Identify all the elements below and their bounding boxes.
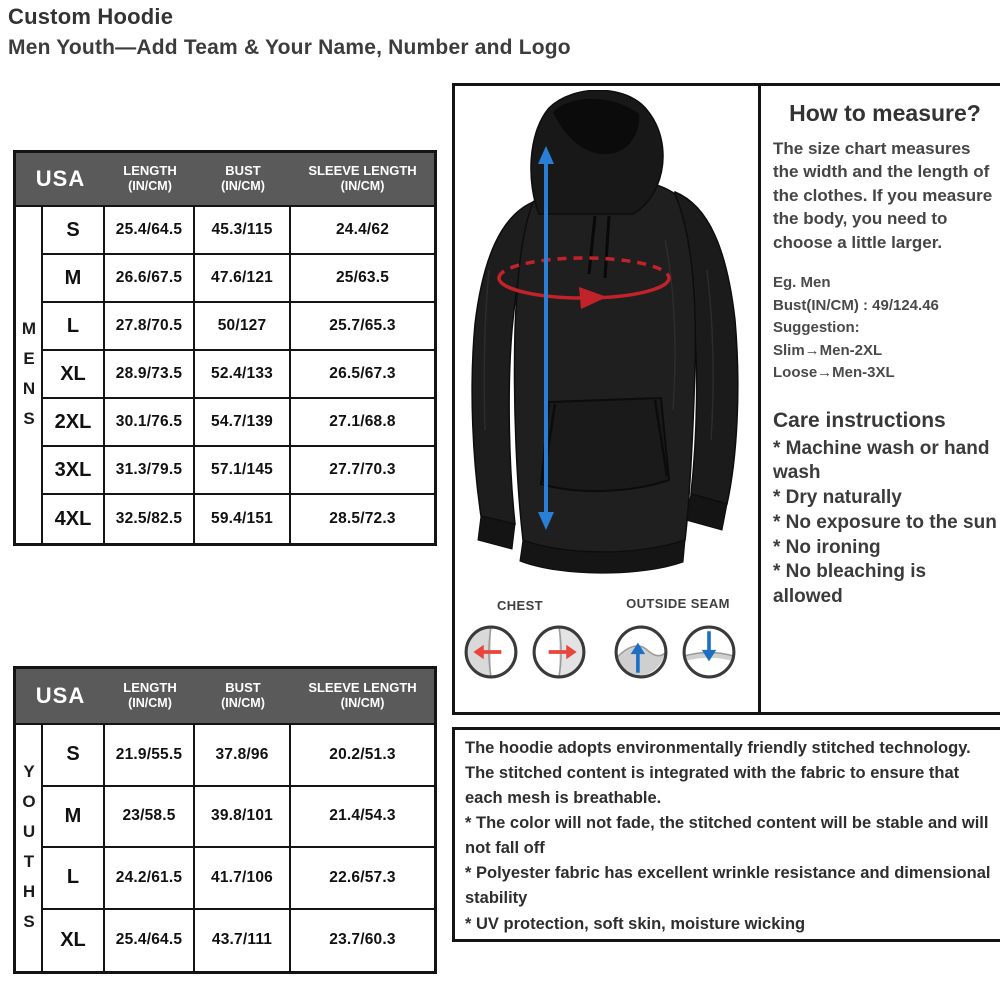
length-cell: 31.3/79.5 [105, 447, 195, 495]
product-description-box [452, 727, 1000, 942]
care-instruction-item: * Machine wash or hand wash [773, 437, 990, 484]
mens-size-table [13, 150, 437, 546]
bust-cell: 52.4/133 [195, 351, 291, 399]
youths-header-usa: USA [16, 669, 105, 725]
description-paragraph: * Polyester fabric has excellent wrinkle resistance and dimensional stability [465, 864, 991, 908]
how-to-measure-heading: How to measure? [789, 100, 981, 126]
bust-cell: 41.7/106 [195, 848, 291, 910]
sizing-example-line: Slim→Men-2XL [773, 341, 883, 359]
size-cell: XL [43, 351, 105, 399]
bust-cell: 57.1/145 [195, 447, 291, 495]
bust-cell: 37.8/96 [195, 725, 291, 787]
how-to-measure-body: The size chart measures the width and the length of the clothes. If you measure the body, you need to choose a little larger. [773, 139, 993, 252]
sizing-example [773, 272, 997, 385]
bust-cell: 47.6/121 [195, 255, 291, 303]
sleeve-cell: 23.7/60.3 [291, 910, 434, 972]
sleeve-cell: 25.7/65.3 [291, 303, 434, 351]
chest-arrow-left-icon [463, 624, 519, 680]
seam-arrow-up-icon [613, 624, 669, 680]
sleeve-cell: 28.5/72.3 [291, 495, 434, 543]
chest-label: CHEST [496, 598, 544, 613]
measure-panel [452, 83, 1000, 715]
sleeve-cell: 22.6/57.3 [291, 848, 434, 910]
length-cell: 25.4/64.5 [105, 207, 195, 255]
sleeve-cell: 24.4/62 [291, 207, 434, 255]
size-cell: XL [43, 910, 105, 972]
length-cell: 27.8/70.5 [105, 303, 195, 351]
description-paragraph: * UV protection, soft skin, moisture wicking [465, 914, 806, 933]
length-cell: 30.1/76.5 [105, 399, 195, 447]
length-cell: 26.6/67.5 [105, 255, 195, 303]
youths-size-table [13, 666, 437, 974]
size-cell: L [43, 848, 105, 910]
sizing-example-line: Loose→Men-3XL [773, 364, 895, 382]
sleeve-cell: 27.1/68.8 [291, 399, 434, 447]
care-instructions-list [773, 437, 997, 610]
size-cell: 3XL [43, 447, 105, 495]
mens-header-length: LENGTH (IN/CM) [105, 153, 195, 207]
sleeve-cell: 20.2/51.3 [291, 725, 434, 787]
mens-group-label: MENS [16, 207, 43, 543]
length-cell: 21.9/55.5 [105, 725, 195, 787]
size-cell: S [43, 207, 105, 255]
bust-cell: 45.3/115 [195, 207, 291, 255]
youths-group-label: YOUTHS [16, 725, 43, 971]
kangaroo-pocket [541, 398, 669, 491]
seam-arrow-down-icon [681, 624, 737, 680]
length-cell: 32.5/82.5 [105, 495, 195, 543]
how-to-measure-panel [761, 86, 1000, 712]
sleeve-cell: 25/63.5 [291, 255, 434, 303]
size-cell: 4XL [43, 495, 105, 543]
page-subtitle: Men Youth—Add Team & Your Name, Number and Logo [8, 36, 571, 59]
chest-arrow-right-icon [531, 624, 587, 680]
length-cell: 23/58.5 [105, 787, 195, 849]
description-paragraph: The hoodie adopts environmentally friendly stitched technology. The stitched content is integrated with the fabric to ensure that each mesh is breathable. [465, 739, 971, 808]
page-title: Custom Hoodie [8, 4, 174, 29]
mens-header-usa: USA [16, 153, 105, 207]
length-cell: 24.2/61.5 [105, 848, 195, 910]
size-cell: M [43, 787, 105, 849]
sleeve-cell: 21.4/54.3 [291, 787, 434, 849]
sizing-example-line: Suggestion: [773, 319, 860, 337]
size-cell: 2XL [43, 399, 105, 447]
bust-cell: 59.4/151 [195, 495, 291, 543]
size-cell: M [43, 255, 105, 303]
mens-header-sleeve: SLEEVE LENGTH (IN/CM) [291, 153, 434, 207]
bust-cell: 50/127 [195, 303, 291, 351]
length-cell: 28.9/73.5 [105, 351, 195, 399]
bust-cell: 54.7/139 [195, 399, 291, 447]
care-instruction-item: * No exposure to the sun [773, 511, 997, 533]
length-cell: 25.4/64.5 [105, 910, 195, 972]
outside-seam-label: OUTSIDE SEAM [626, 596, 730, 611]
youths-header-length: LENGTH (IN/CM) [105, 669, 195, 725]
hoodie-body [514, 178, 695, 552]
hoodie-measure-illustration [455, 90, 755, 582]
bust-cell: 43.7/111 [195, 910, 291, 972]
sizing-example-line: Bust(IN/CM) : 49/124.46 [773, 296, 939, 314]
care-instructions-heading: Care instructions [773, 408, 946, 432]
youths-header-sleeve: SLEEVE LENGTH (IN/CM) [291, 669, 434, 725]
description-paragraph: * The color will not fade, the stitched content will be stable and will not fall off [465, 814, 989, 858]
care-instruction-item: * No ironing [773, 536, 881, 558]
care-instruction-item: * No bleaching is allowed [773, 561, 927, 607]
size-cell: L [43, 303, 105, 351]
mens-header-bust: BUST (IN/CM) [195, 153, 291, 207]
youths-header-bust: BUST (IN/CM) [195, 669, 291, 725]
sleeve-cell: 26.5/67.3 [291, 351, 434, 399]
sizing-example-line: Eg. Men [773, 274, 831, 292]
bust-cell: 39.8/101 [195, 787, 291, 849]
care-instruction-item: * Dry naturally [773, 487, 902, 509]
sleeve-cell: 27.7/70.3 [291, 447, 434, 495]
size-cell: S [43, 725, 105, 787]
